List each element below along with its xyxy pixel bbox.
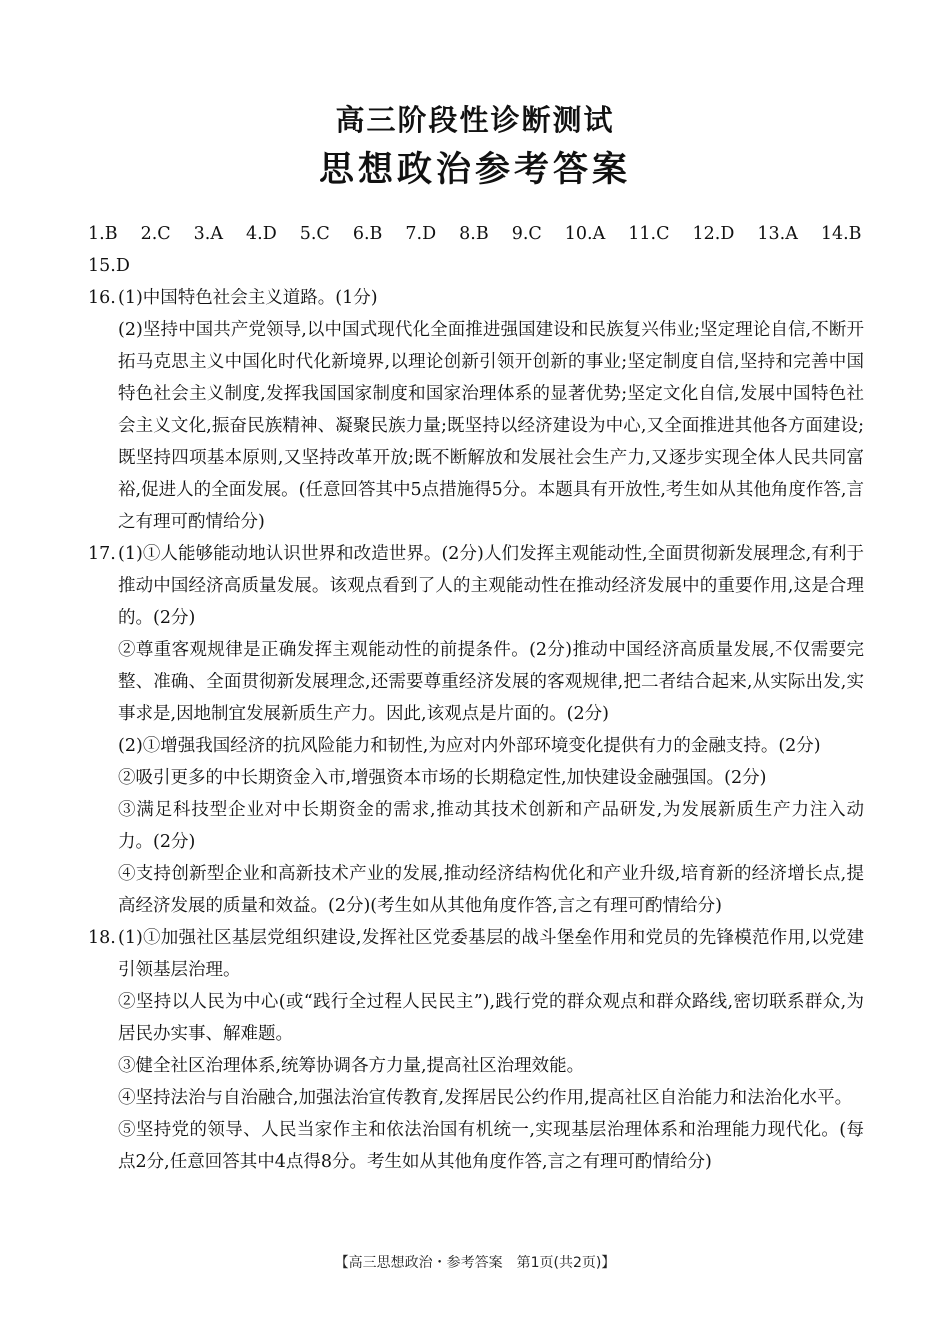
choice-answer: 6.B — [352, 224, 383, 244]
answer-paragraph: ②尊重客观规律是正确发挥主观能动性的前提条件。(2分)推动中国经济高质量发展,不仅需要完整、准确、全面贯彻新发展理念,还需要尊重经济发展的客观规律,把二者结合起来,从实际出发,实事求是,因地制宜发展新质生产力。因此,该观点是片面的。(2分) — [118, 640, 864, 724]
question-number: 16. — [88, 288, 116, 308]
answer-paragraph: (1)①加强社区基层党组织建设,发挥社区党委基层的战斗堡垒作用和党员的先锋模范作用,以党建引领基层治理。 — [118, 928, 864, 980]
answer-paragraph: (1)中国特色社会主义道路。(1分) — [118, 288, 378, 308]
answer-paragraph: ②吸引更多的中长期资金入市,增强资本市场的长期稳定性,加快建设金融强国。(2分) — [118, 768, 767, 788]
choice-answer: 14.B — [820, 224, 862, 244]
choice-answer: 2.C — [140, 224, 171, 244]
answer-paragraph: (2)①增强我国经济的抗风险能力和韧性,为应对内外部环境变化提供有力的金融支持。(2分) — [118, 736, 821, 756]
answer-body — [88, 218, 864, 1178]
choice-answer: 8.B — [459, 224, 489, 244]
answer-paragraph: ②坚持以人民为中心(或“践行全过程人民民主”),践行党的群众观点和群众路线,密切联系群众,为居民办实事、解难题。 — [118, 992, 864, 1044]
question-18 — [88, 922, 864, 1178]
answer-paragraph: ③健全社区治理体系,统筹协调各方力量,提高社区治理效能。 — [118, 1056, 585, 1076]
choice-answer: 7.D — [405, 224, 437, 244]
page-subtitle: 思想政治参考答案 — [318, 150, 631, 190]
choice-answer: 12.D — [692, 224, 735, 244]
answer-paragraph: (1)①人能够能动地认识世界和改造世界。(2分)人们发挥主观能动性,全面贯彻新发展理念,有利于推动中国经济高质量发展。该观点看到了人的主观能动性在推动经济发展中的重要作用,这是合理的。(2分) — [118, 544, 864, 628]
question-number: 17. — [88, 544, 116, 564]
choice-answer: 9.C — [511, 224, 542, 244]
question-17 — [88, 538, 864, 922]
choice-answers — [88, 218, 864, 282]
choice-answer: 3.A — [193, 224, 223, 244]
answer-paragraph: (2)坚持中国共产党领导,以中国式现代化全面推进强国建设和民族复兴伟业;坚定理论自信,不断开拓马克思主义中国化时代化新境界,以理论创新引领开创新的事业;坚定制度自信,坚持和完善中国特色社会主义制度,发挥我国国家制度和国家治理体系的显著优势;坚定文化自信,发展中国特色社会主义文化,振奋民族精神、凝聚民族力量;既坚持以经济建设为中心,又全面推进其他各方面建设;既坚持四项基本原则,又坚持改革开放;既不断解放和发展社会生产力,又逐步实现全体人民共同富裕,促进人的全面发展。(任意回答其中5点措施得5分。本题具有开放性,考生如从其他角度作答,言之有理可酌情给分) — [118, 320, 864, 532]
choice-answer: 15.D — [88, 256, 130, 276]
choice-answer: 1.B — [88, 224, 118, 244]
answer-paragraph: ④支持创新型企业和高新技术产业的发展,推动经济结构优化和产业升级,培育新的经济增长点,提高经济发展的质量和效益。(2分)(考生如从其他角度作答,言之有理可酌情给分) — [118, 864, 864, 916]
question-16 — [88, 282, 864, 538]
answer-paragraph: ③满足科技型企业对中长期资金的需求,推动其技术创新和产品研发,为发展新质生产力注入动力。(2分) — [118, 800, 864, 852]
answer-paragraph: ⑤坚持党的领导、人民当家作主和依法治国有机统一,实现基层治理体系和治理能力现代化。(每点2分,任意回答其中4点得8分。考生如从其他角度作答,言之有理可酌情给分) — [118, 1120, 864, 1172]
choice-answer: 4.D — [246, 224, 277, 244]
page-title: 高三阶段性诊断测试 — [335, 103, 615, 137]
choice-answer: 13.A — [757, 224, 798, 244]
choice-answer: 5.C — [299, 224, 330, 244]
choice-answer: 11.C — [628, 224, 670, 244]
choice-answer: 10.A — [564, 224, 606, 244]
answer-paragraph: ④坚持法治与自治融合,加强法治宣传教育,发挥居民公约作用,提高社区自治能力和法治化水平。 — [118, 1088, 853, 1108]
page-footer: 【高三思想政治・参考答案 第1页(共2页)】 — [334, 1255, 616, 1271]
question-number: 18. — [88, 928, 116, 948]
